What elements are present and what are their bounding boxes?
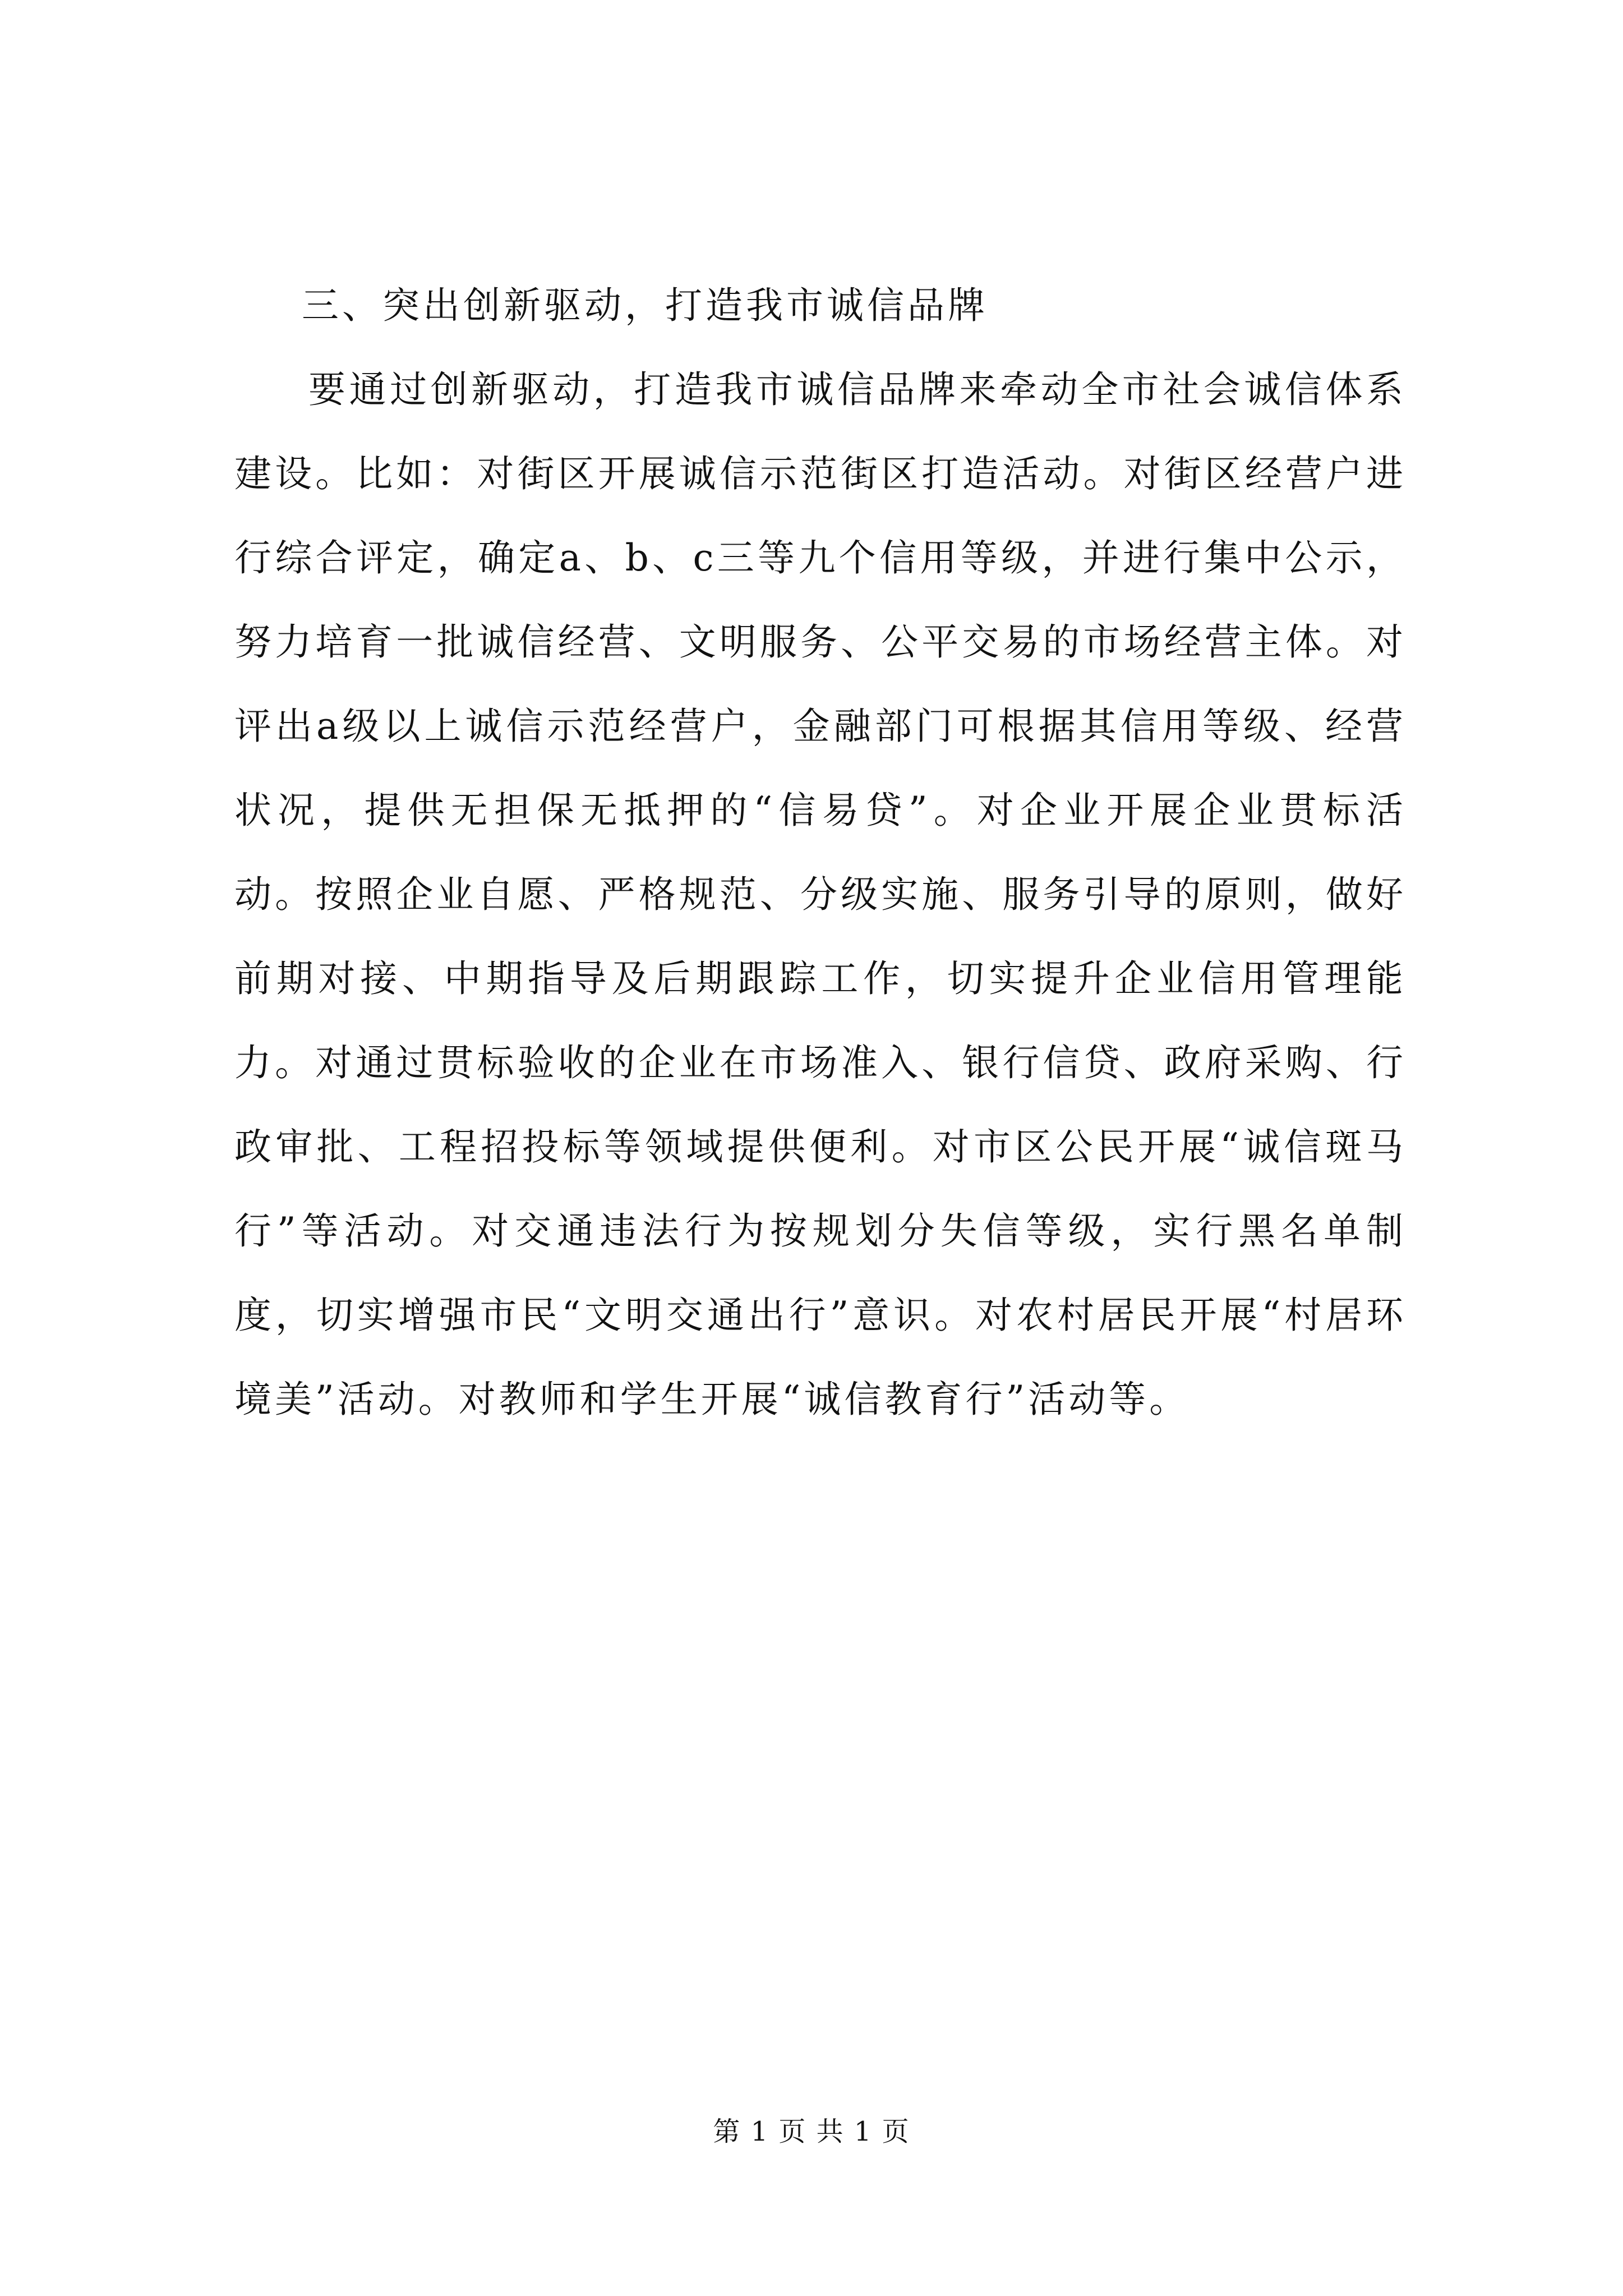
section-heading: 三、突出创新驱动，打造我市诚信品牌 (302, 284, 988, 327)
document-body (234, 264, 1407, 1442)
page-number-footer: 第 1 页 共 1 页 (713, 2116, 910, 2147)
body-paragraph: 要通过创新驱动，打造我市诚信品牌来牵动全市社会诚信体系建设。比如：对街区开展诚信示范街区打造活动。对街区经营户进行综合评定，确定a、b、c三等九个信用等级，并进行集中公示，努力培育一批诚信经营、文明服务、公平交易的市场经营主体。对评出a级以上诚信示范经营户，金融部门可根据其信用等级、经营状况，提供无担保无抵押的“信易贷”。对企业开展企业贯标活动。按照企业自愿、严格规范、分级实施、服务引导的原则，做好前期对接、中期指导及后期跟踪工作，切实提升企业信用管理能力。对通过贯标验收的企业在市场准入、银行信贷、政府采购、行政审批、工程招投标等领域提供便利。对市区公民开展“诚信斑马行”等活动。对交通违法行为按规划分失信等级，实行黑名单制度，切实增强市民“文明交通出行”意识。对农村居民开展“村居环境美”活动。对教师和学生开展“诚信教育行”活动等。 (234, 368, 1407, 1421)
